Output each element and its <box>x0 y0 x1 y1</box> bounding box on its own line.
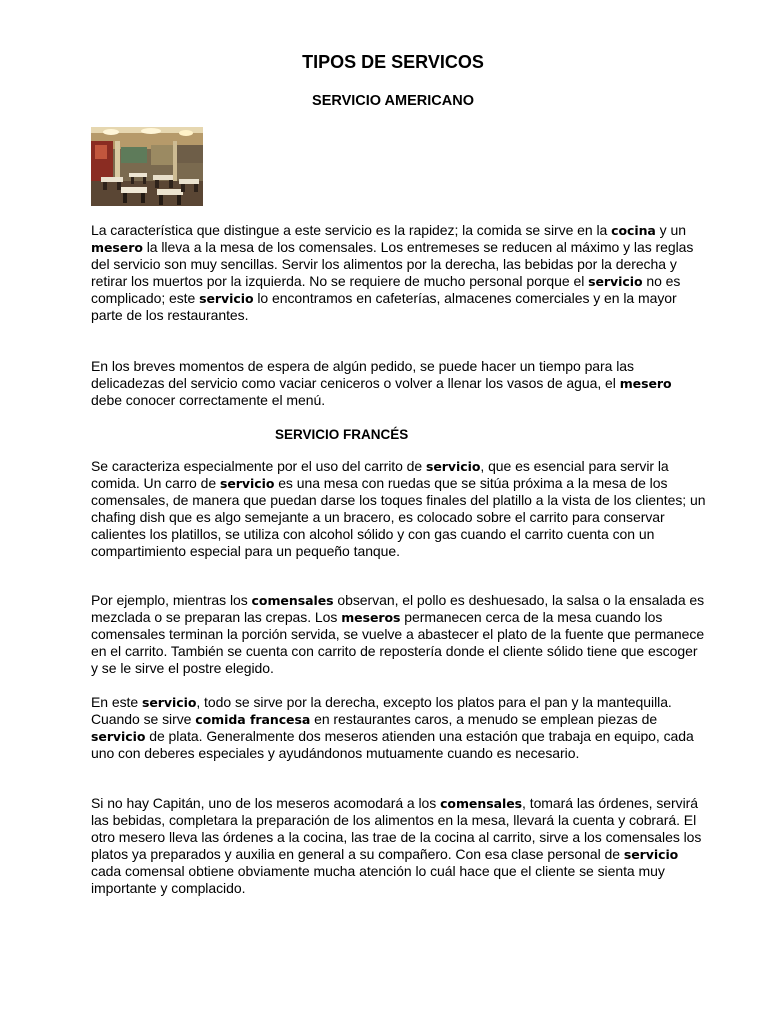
bold-term: meseros <box>341 610 401 625</box>
bold-term: servicio <box>219 476 275 491</box>
text-run: en restaurantes caros, a menudo se emplean piezas de <box>310 711 658 727</box>
text-run: Por ejemplo, mientras los <box>91 592 252 608</box>
text-run: cada comensal obtiene obviamente mucha atención lo cuál hace que el cliente se sienta muy importante y complacido. <box>91 863 665 896</box>
text-run: observan, el pollo es deshuesado, la salsa o la ensalada es mezclada o se preparan las crepas. Los <box>91 592 705 625</box>
bold-term: comensales <box>251 593 334 608</box>
bold-term: servicio <box>91 729 146 744</box>
text-run: En los breves momentos de espera de algún pedido, se puede hacer un tiempo para las delicadezas del servicio como vaciar ceniceros o volver a llenar los vasos de agua, el <box>91 358 634 391</box>
text-run: permanecen cerca de la mesa cuando los comensales terminan la porción servida, se vuelve a abastecer el plato de la fuente que permanece en el carrito. También se cuenta con carrito de repostería donde el cliente sólido tiene que escoger y se le sirve el postre elegido. <box>91 609 705 676</box>
bold-term: cocina <box>611 223 656 238</box>
paragraph-french-2 <box>91 592 706 677</box>
bold-term: mesero <box>619 376 672 391</box>
paragraph-french-4 <box>91 795 706 897</box>
paragraph-american-1 <box>91 222 706 324</box>
section-heading-french: SERVICIO FRANCÉS <box>275 427 409 442</box>
text-run: La característica que distingue a este servicio es la rapidez; la comida se sirve en la <box>91 222 612 238</box>
bold-term: comida francesa <box>195 712 311 727</box>
text-run: es una mesa con ruedas que se sitúa próxima a la mesa de los comensales, de manera que puedan darse los toques finales del platillo a la vista de los clientes; un chafing dish que es algo semejante a un bracero, es colocado sobre el carrito para conservar calientes los platillos, se utiliza con alcohol sólido y con gas cuando el carrito cuenta con un compartimiento especial para un pequeño tanque. <box>91 475 706 559</box>
text-run: no es complicado; este <box>91 273 681 306</box>
text-run: y un <box>655 222 686 238</box>
paragraph-french-3 <box>91 694 706 762</box>
text-run: de plata. Generalmente dos meseros atienden una estación que trabaja en equipo, cada uno con deberes especiales y ayudándonos mutuamente cuando es necesario. <box>91 728 694 761</box>
text-run: , todo se sirve por la derecha, excepto los platos para el pan y la mantequilla. Cuando se sirve <box>91 694 672 727</box>
paragraph-french-1 <box>91 458 706 560</box>
text-run: la lleva a la mesa de los comensales. Los entremeses se reducen al máximo y las reglas del servicio son muy sencillas. Servir los alimentos por la derecha, las bebidas por la derecha y retirar los muertos por la izquierda. No se requiere de mucho personal porque el <box>91 239 694 289</box>
text-run: Si no hay Capitán, uno de los meseros acomodará a los <box>91 795 441 811</box>
bold-term: servicio <box>588 274 643 289</box>
text-run: En este <box>91 694 142 710</box>
bold-term: servicio <box>199 291 254 306</box>
restaurant-photo <box>91 127 203 206</box>
document-title: TIPOS DE SERVICOS <box>302 52 484 72</box>
text-run: Se caracteriza especialmente por el uso del carrito de <box>91 458 426 474</box>
paragraph-american-2 <box>91 358 706 409</box>
section-heading-american: SERVICIO AMERICANO <box>312 93 474 109</box>
text-run: , tomará las órdenes, servirá las bebidas, completara la preparación de los alimentos en la mesa, llevará la cuenta y cobrará. El otro mesero lleva las órdenes a la cocina, las trae de la cocina al carrito, sirve a los comensales los platos ya preparados y auxilia en general a su compañero. Con esa clase personal de <box>91 795 702 862</box>
text-run: , que es esencial para servir la comida. Un carro de <box>91 458 669 491</box>
bold-term: servicio <box>425 459 481 474</box>
text-run: lo encontramos en cafeterías, almacenes comerciales y en la mayor parte de los restaurantes. <box>91 290 677 323</box>
bold-term: mesero <box>91 240 143 255</box>
bold-term: servicio <box>623 847 679 862</box>
text-run: debe conocer correctamente el menú. <box>91 392 326 408</box>
bold-term: servicio <box>141 695 197 710</box>
bold-term: comensales <box>440 796 523 811</box>
